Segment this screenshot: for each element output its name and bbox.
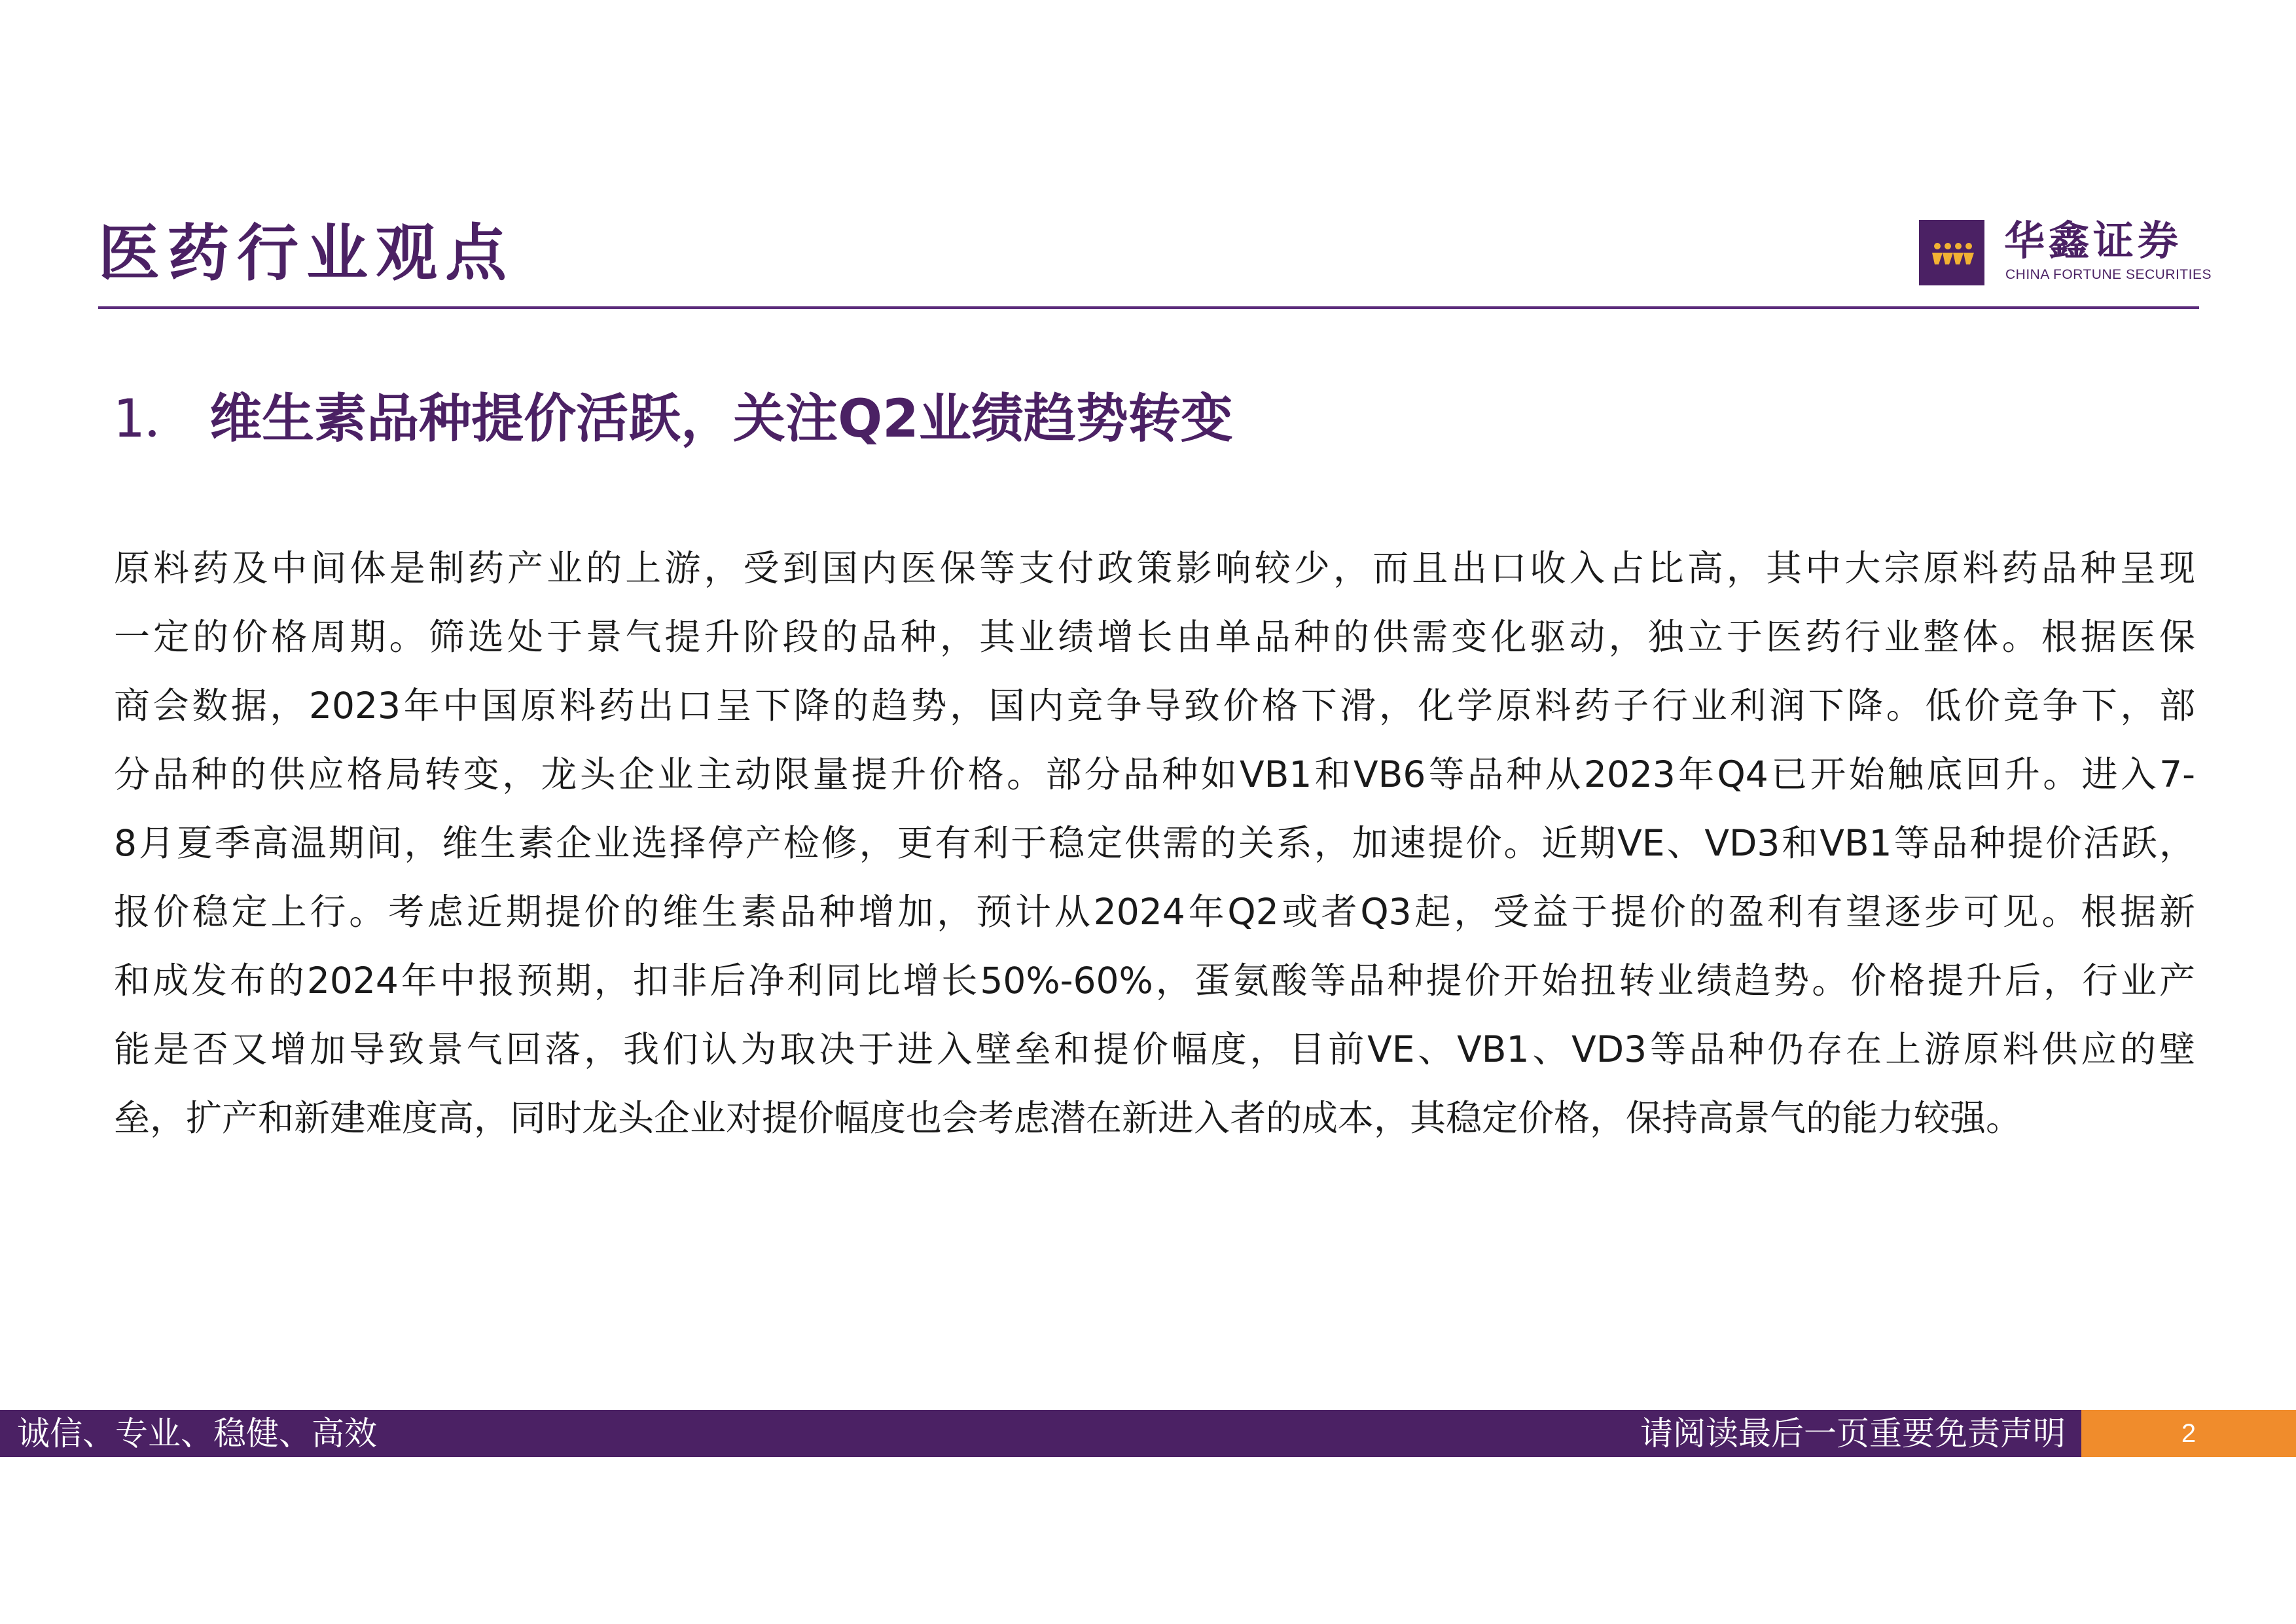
body-line: 原料药及中间体是制药产业的上游，受到国内医保等支付政策影响较少，而且出口收入占比高，其中大宗原料药品种呈现 (114, 547, 2195, 589)
body-paragraph (114, 534, 2195, 1153)
logo-name: 华鑫证券 (2004, 217, 2183, 264)
body-line: 和成发布的2024年中报预期，扣非后净利同比增长50%-60%，蛋氨酸等品种提价开始扭转业绩趋势。价格提升后，行业产 (114, 960, 2195, 1001)
logo-mark-icon (1919, 220, 1984, 285)
page-number: 2 (2181, 1419, 2197, 1448)
logo-subtitle: CHINA FORTUNE SECURITIES (2005, 267, 2212, 282)
body-line: 8月夏季高温期间，维生素企业选择停产检修，更有利于稳定供需的关系，加速提价。近期VE、VD3和VB1等品种提价活跃， (114, 822, 2195, 864)
body-line: 能是否又增加导致景气回落，我们认为取决于进入壁垒和提价幅度，目前VE、VB1、VD3等品种仍存在上游原料供应的壁 (114, 1028, 2195, 1070)
company-logo (1919, 217, 2212, 285)
body-line: 垒，扩产和新建难度高，同时龙头企业对提价幅度也会考虑潜在新进入者的成本，其稳定价格，保持高景气的能力较强。 (114, 1097, 2022, 1139)
footer-motto: 诚信、专业、稳健、高效 (17, 1415, 377, 1453)
footer-bar (0, 1410, 2081, 1457)
section-heading-text: 维生素品种提价活跃，关注Q2业绩趋势转变 (209, 388, 1233, 449)
body-line: 报价稳定上行。考虑近期提价的维生素品种增加，预计从2024年Q2或者Q3起，受益于提价的盈利有望逐步可见。根据新 (114, 891, 2195, 933)
body-line: 商会数据，2023年中国原料药出口呈下降的趋势，国内竞争导致价格下滑，化学原料药子行业利润下降。低价竞争下，部 (114, 685, 2195, 727)
footer-disclaimer: 请阅读最后一页重要免责声明 (1640, 1415, 2066, 1453)
section-heading (113, 380, 1233, 458)
page-title: 医药行业观点 (98, 218, 515, 289)
body-line: 分品种的供应格局转变，龙头企业主动限量提升价格。部分品种如VB1和VB6等品种从2023年Q4已开始触底回升。进入7- (114, 753, 2195, 795)
body-line: 一定的价格周期。筛选处于景气提升阶段的品种，其业绩增长由单品种的供需变化驱动，独立于医药行业整体。根据医保 (114, 616, 2195, 658)
header-divider (98, 306, 2199, 309)
section-number: 1． (113, 388, 197, 449)
page-number-box (2081, 1410, 2296, 1457)
